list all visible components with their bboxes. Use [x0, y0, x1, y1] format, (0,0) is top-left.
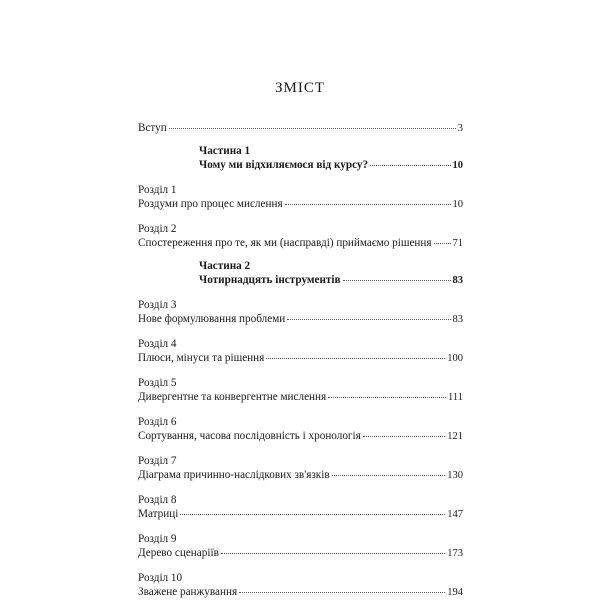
toc-page-number: 71: [452, 238, 463, 249]
dot-leader: [328, 396, 446, 398]
toc-part-2: [138, 259, 463, 288]
toc-chapter-3: [138, 298, 463, 327]
toc-chapter-4: [138, 337, 463, 366]
toc-page-number: 147: [447, 509, 463, 520]
dot-leader: [343, 279, 451, 281]
toc-chapter-7: [138, 454, 463, 483]
toc-entry-text: Спостереження про те, як ми (насправді) приймаємо рішення: [138, 237, 432, 249]
toc-entry-text: Дивергентне та конвергентне мислення: [138, 391, 327, 403]
toc-chapter-label: Розділ 6: [138, 416, 177, 428]
toc-entry-text: Сортування, часова послідовність і хронологія: [138, 430, 361, 442]
toc-entry-text: Нове формулювання проблеми: [138, 313, 286, 325]
toc-chapter-label: Розділ 9: [138, 533, 177, 545]
toc-entry-text: Дерево сценаріїв: [138, 547, 219, 559]
toc-page-number: 100: [447, 353, 463, 364]
dot-leader: [239, 591, 445, 593]
toc-chapter-label: Розділ 2: [138, 223, 177, 235]
toc-entry-text: Чому ми відхиляємося від курсу?: [199, 159, 369, 171]
toc-chapter-label: Розділ 4: [138, 338, 177, 350]
dot-leader: [180, 513, 445, 515]
toc-page-number: 3: [457, 123, 463, 134]
toc-chapter-label: Розділ 1: [138, 184, 177, 196]
toc-page-number: 121: [447, 431, 463, 442]
toc-chapter-2: [138, 222, 463, 251]
dot-leader: [332, 474, 446, 476]
toc-entry-text: Діаграма причинно-наслідкових зв'язків: [138, 469, 330, 481]
toc-entry-text: Роздуми про процес мислення: [138, 198, 283, 210]
toc-page-number: 83: [452, 275, 463, 286]
dot-leader: [363, 435, 445, 437]
toc-page-number: 130: [447, 470, 463, 481]
toc-chapter-6: [138, 415, 463, 444]
toc-entry-text: Плюси, мінуси та рішення: [138, 352, 265, 364]
dot-leader: [434, 242, 451, 244]
toc-chapter-label: Розділ 8: [138, 494, 177, 506]
toc-page-number: 111: [448, 392, 463, 403]
toc-chapter-9: [138, 532, 463, 561]
toc-entry-text: Зважене ранжування: [138, 586, 238, 598]
toc-entry-text: Чотирнадцять інструментів: [199, 274, 341, 286]
table-of-contents: [138, 121, 463, 600]
toc-entry-text: Матриці: [138, 508, 179, 520]
toc-part-label: Частина 2: [199, 260, 251, 272]
dot-leader: [266, 357, 445, 359]
toc-title: ЗМІСТ: [274, 80, 325, 96]
dot-leader: [370, 164, 450, 166]
toc-chapter-10: [138, 571, 463, 600]
dot-leader: [169, 127, 456, 129]
toc-chapter-label: Розділ 7: [138, 455, 177, 467]
toc-entry-intro: [138, 121, 463, 136]
dot-leader: [285, 203, 451, 205]
toc-part-label: Частина 1: [199, 145, 251, 157]
toc-page-number: 194: [447, 587, 463, 598]
toc-chapter-5: [138, 376, 463, 405]
toc-page-number: 173: [447, 548, 463, 559]
dot-leader: [221, 552, 445, 554]
toc-entry-text: Вступ: [138, 122, 167, 134]
toc-page-number: 83: [452, 314, 463, 325]
toc-chapter-label: Розділ 5: [138, 377, 177, 389]
toc-part-1: [138, 144, 463, 173]
toc-chapter-1: [138, 183, 463, 212]
toc-chapter-label: Розділ 3: [138, 299, 177, 311]
toc-chapter-8: [138, 493, 463, 522]
toc-page-number: 10: [452, 199, 463, 210]
toc-page-number: 10: [452, 160, 463, 171]
toc-chapter-label: Розділ 10: [138, 572, 183, 584]
dot-leader: [287, 318, 450, 320]
